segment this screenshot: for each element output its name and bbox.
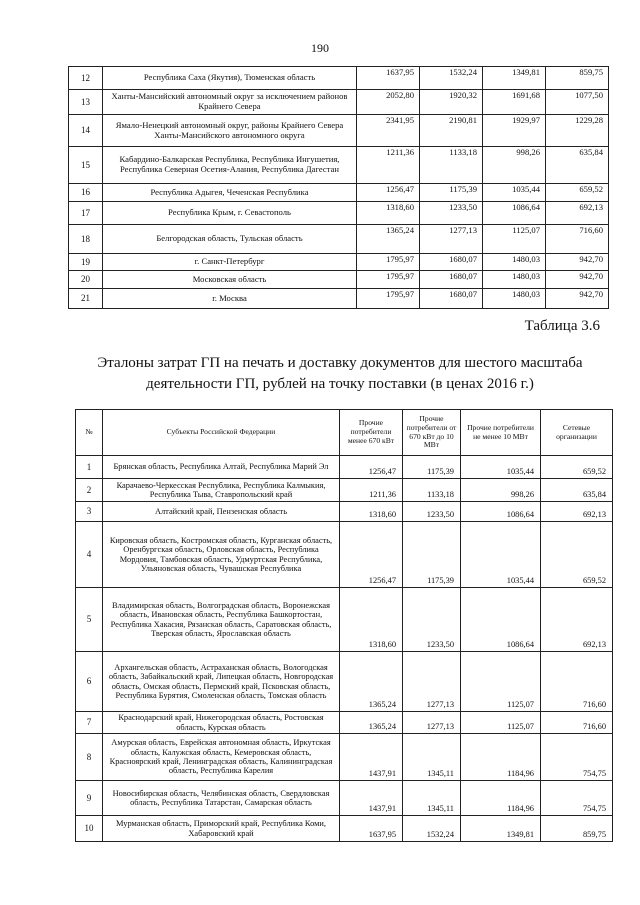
table-row	[76, 522, 613, 588]
value-cell: 716,60	[541, 652, 613, 712]
region-cell: Белгородская область, Тульская область	[103, 225, 357, 254]
value-cell: 659,52	[546, 184, 609, 202]
row-number: 19	[69, 254, 103, 271]
region-cell: г. Санкт-Петербург	[103, 254, 357, 271]
value-cell: 1211,36	[340, 479, 403, 502]
region-cell: г. Москва	[103, 289, 357, 309]
continued-cost-table	[68, 66, 609, 309]
table-row	[69, 147, 609, 184]
value-cell: 1318,60	[357, 202, 420, 225]
value-cell: 1125,07	[461, 712, 541, 734]
value-cell: 1184,96	[461, 734, 541, 781]
region-cell: Архангельская область, Астраханская область, Вологодская область, Забайкальский край, Липецкая область, Новгородская область, Омская область, Пермский край, Псковская область, Республика Бурятия, Смоленская область, Томская область	[103, 652, 340, 712]
value-cell: 1349,81	[461, 816, 541, 842]
value-cell: 1133,18	[403, 479, 461, 502]
row-number: 3	[76, 502, 103, 522]
value-cell: 942,70	[546, 254, 609, 271]
row-number: 4	[76, 522, 103, 588]
header-small-consumers: Прочие потребители менее 670 кВт	[340, 410, 403, 456]
value-cell: 1035,44	[483, 184, 546, 202]
value-cell: 1125,07	[461, 652, 541, 712]
table-caption: Таблица 3.6	[524, 318, 600, 334]
value-cell: 1277,13	[403, 712, 461, 734]
value-cell: 1211,36	[357, 147, 420, 184]
region-cell: Кировская область, Костромская область, Курганская область, Оренбургская область, Орловская область, Республика Мордовия, Тамбовская область, Удмуртская Республика, Ульяновская область, Чувашская Республика	[103, 522, 340, 588]
value-cell: 1233,50	[403, 588, 461, 652]
region-cell: Алтайский край, Пензенская область	[103, 502, 340, 522]
region-cell: Ханты-Мансийский автономный округ за исключением районов Крайнего Севера	[103, 90, 357, 115]
row-number: 14	[69, 115, 103, 147]
value-cell: 659,52	[541, 522, 613, 588]
row-number: 2	[76, 479, 103, 502]
region-cell: Карачаево-Черкесская Республика, Республика Калмыкия, Республика Тыва, Ставропольский край	[103, 479, 340, 502]
sixth-scale-cost-table	[75, 409, 613, 842]
row-number: 9	[76, 781, 103, 816]
value-cell: 1175,39	[420, 184, 483, 202]
table-row	[76, 479, 613, 502]
row-number: 8	[76, 734, 103, 781]
table-row	[76, 652, 613, 712]
row-number: 21	[69, 289, 103, 309]
value-cell: 692,13	[541, 502, 613, 522]
value-cell: 998,26	[461, 479, 541, 502]
value-cell: 1365,24	[340, 652, 403, 712]
table-row	[69, 90, 609, 115]
value-cell: 1637,95	[357, 67, 420, 90]
row-number: 5	[76, 588, 103, 652]
region-cell: Новосибирская область, Челябинская область, Свердловская область, Республика Татарстан, Самарская область	[103, 781, 340, 816]
row-number: 10	[76, 816, 103, 842]
table-row	[76, 456, 613, 479]
value-cell: 1256,47	[340, 522, 403, 588]
value-cell: 635,84	[546, 147, 609, 184]
value-cell: 1532,24	[420, 67, 483, 90]
value-cell: 1637,95	[340, 816, 403, 842]
value-cell: 1929,97	[483, 115, 546, 147]
value-cell: 1175,39	[403, 456, 461, 479]
value-cell: 1795,97	[357, 289, 420, 309]
region-cell: Амурская область, Еврейская автономная область, Иркутская область, Калужская область, Кемеровская область, Красноярский край, Ленинградская область, Калининградская область, Республика Карелия	[103, 734, 340, 781]
table-row	[69, 202, 609, 225]
value-cell: 1795,97	[357, 254, 420, 271]
value-cell: 1437,91	[340, 781, 403, 816]
value-cell: 1175,39	[403, 522, 461, 588]
value-cell: 692,13	[546, 202, 609, 225]
value-cell: 1680,07	[420, 271, 483, 289]
value-cell: 1480,03	[483, 254, 546, 271]
header-grid-organizations: Сетевые организации	[541, 410, 613, 456]
table-row	[76, 588, 613, 652]
table-title-line-2: деятельности ГП, рублей на точку поставки (в ценах 2016 г.)	[146, 375, 534, 392]
table-row	[69, 254, 609, 271]
value-cell: 1256,47	[357, 184, 420, 202]
region-cell: Владимирская область, Волгоградская область, Воронежская область, Ивановская область, Республика Башкортостан, Республика Хакасия, Рязанская область, Саратовская область, Тверская область, Ярославская область	[103, 588, 340, 652]
value-cell: 1480,03	[483, 271, 546, 289]
value-cell: 692,13	[541, 588, 613, 652]
region-cell: Краснодарский край, Нижегородская область, Ростовская область, Курская область	[103, 712, 340, 734]
row-number: 16	[69, 184, 103, 202]
header-region: Субъекты Российской Федерации	[103, 410, 340, 456]
value-cell: 1086,64	[461, 502, 541, 522]
value-cell: 1229,28	[546, 115, 609, 147]
value-cell: 1277,13	[403, 652, 461, 712]
header-number: №	[76, 410, 103, 456]
value-cell: 1233,50	[420, 202, 483, 225]
value-cell: 1680,07	[420, 289, 483, 309]
value-cell: 1349,81	[483, 67, 546, 90]
region-cell: Республика Саха (Якутия), Тюменская область	[103, 67, 357, 90]
region-cell: Республика Адыгея, Чеченская Республика	[103, 184, 357, 202]
value-cell: 859,75	[546, 67, 609, 90]
value-cell: 1086,64	[461, 588, 541, 652]
row-number: 15	[69, 147, 103, 184]
value-cell: 1277,13	[420, 225, 483, 254]
value-cell: 2341,95	[357, 115, 420, 147]
table-row	[69, 271, 609, 289]
table-row	[69, 289, 609, 309]
value-cell: 1133,18	[420, 147, 483, 184]
value-cell: 1691,68	[483, 90, 546, 115]
table-row	[69, 184, 609, 202]
row-number: 1	[76, 456, 103, 479]
value-cell: 2052,80	[357, 90, 420, 115]
value-cell: 754,75	[541, 781, 613, 816]
table-row	[69, 225, 609, 254]
region-cell: Кабардино-Балкарская Республика, Республика Ингушетия, Республика Северная Осетия-Алания, Республика Дагестан	[103, 147, 357, 184]
table-row	[69, 115, 609, 147]
value-cell: 1318,60	[340, 588, 403, 652]
value-cell: 1035,44	[461, 456, 541, 479]
value-cell: 1532,24	[403, 816, 461, 842]
value-cell: 1345,11	[403, 734, 461, 781]
value-cell: 859,75	[541, 816, 613, 842]
value-cell: 1077,50	[546, 90, 609, 115]
value-cell: 1365,24	[340, 712, 403, 734]
value-cell: 1680,07	[420, 254, 483, 271]
region-cell: Брянская область, Республика Алтай, Республика Марий Эл	[103, 456, 340, 479]
value-cell: 1233,50	[403, 502, 461, 522]
value-cell: 659,52	[541, 456, 613, 479]
row-number: 13	[69, 90, 103, 115]
value-cell: 754,75	[541, 734, 613, 781]
row-number: 20	[69, 271, 103, 289]
page-number: 190	[311, 41, 329, 55]
row-number: 18	[69, 225, 103, 254]
value-cell: 1480,03	[483, 289, 546, 309]
value-cell: 942,70	[546, 289, 609, 309]
value-cell: 998,26	[483, 147, 546, 184]
table-title-line-1: Эталоны затрат ГП на печать и доставку документов для шестого масштаба	[97, 355, 583, 371]
value-cell: 1125,07	[483, 225, 546, 254]
row-number: 12	[69, 67, 103, 90]
region-cell: Мурманская область, Приморский край, Республика Коми, Хабаровский край	[103, 816, 340, 842]
value-cell: 1365,24	[357, 225, 420, 254]
row-number: 7	[76, 712, 103, 734]
region-cell: Ямало-Ненецкий автономный округ, районы Крайнего Севера Ханты-Мансийского автономного округа	[103, 115, 357, 147]
value-cell: 1345,11	[403, 781, 461, 816]
value-cell: 1256,47	[340, 456, 403, 479]
value-cell: 1184,96	[461, 781, 541, 816]
region-cell: Московская область	[103, 271, 357, 289]
value-cell: 716,60	[541, 712, 613, 734]
table-row	[76, 712, 613, 734]
table-row	[76, 781, 613, 816]
table-row	[76, 734, 613, 781]
value-cell: 716,60	[546, 225, 609, 254]
table-row	[69, 67, 609, 90]
value-cell: 1795,97	[357, 271, 420, 289]
header-large-consumers: Прочие потребители не менее 10 МВт	[461, 410, 541, 456]
table-title	[80, 353, 600, 394]
value-cell: 942,70	[546, 271, 609, 289]
value-cell: 635,84	[541, 479, 613, 502]
value-cell: 2190,81	[420, 115, 483, 147]
row-number: 6	[76, 652, 103, 712]
row-number: 17	[69, 202, 103, 225]
value-cell: 1035,44	[461, 522, 541, 588]
table-row	[76, 816, 613, 842]
table-header-row	[76, 410, 613, 456]
table-row	[76, 502, 613, 522]
value-cell: 1086,64	[483, 202, 546, 225]
header-medium-consumers: Прочие потребители от 670 кВт до 10 МВт	[403, 410, 461, 456]
value-cell: 1920,32	[420, 90, 483, 115]
value-cell: 1437,91	[340, 734, 403, 781]
region-cell: Республика Крым, г. Севастополь	[103, 202, 357, 225]
value-cell: 1318,60	[340, 502, 403, 522]
